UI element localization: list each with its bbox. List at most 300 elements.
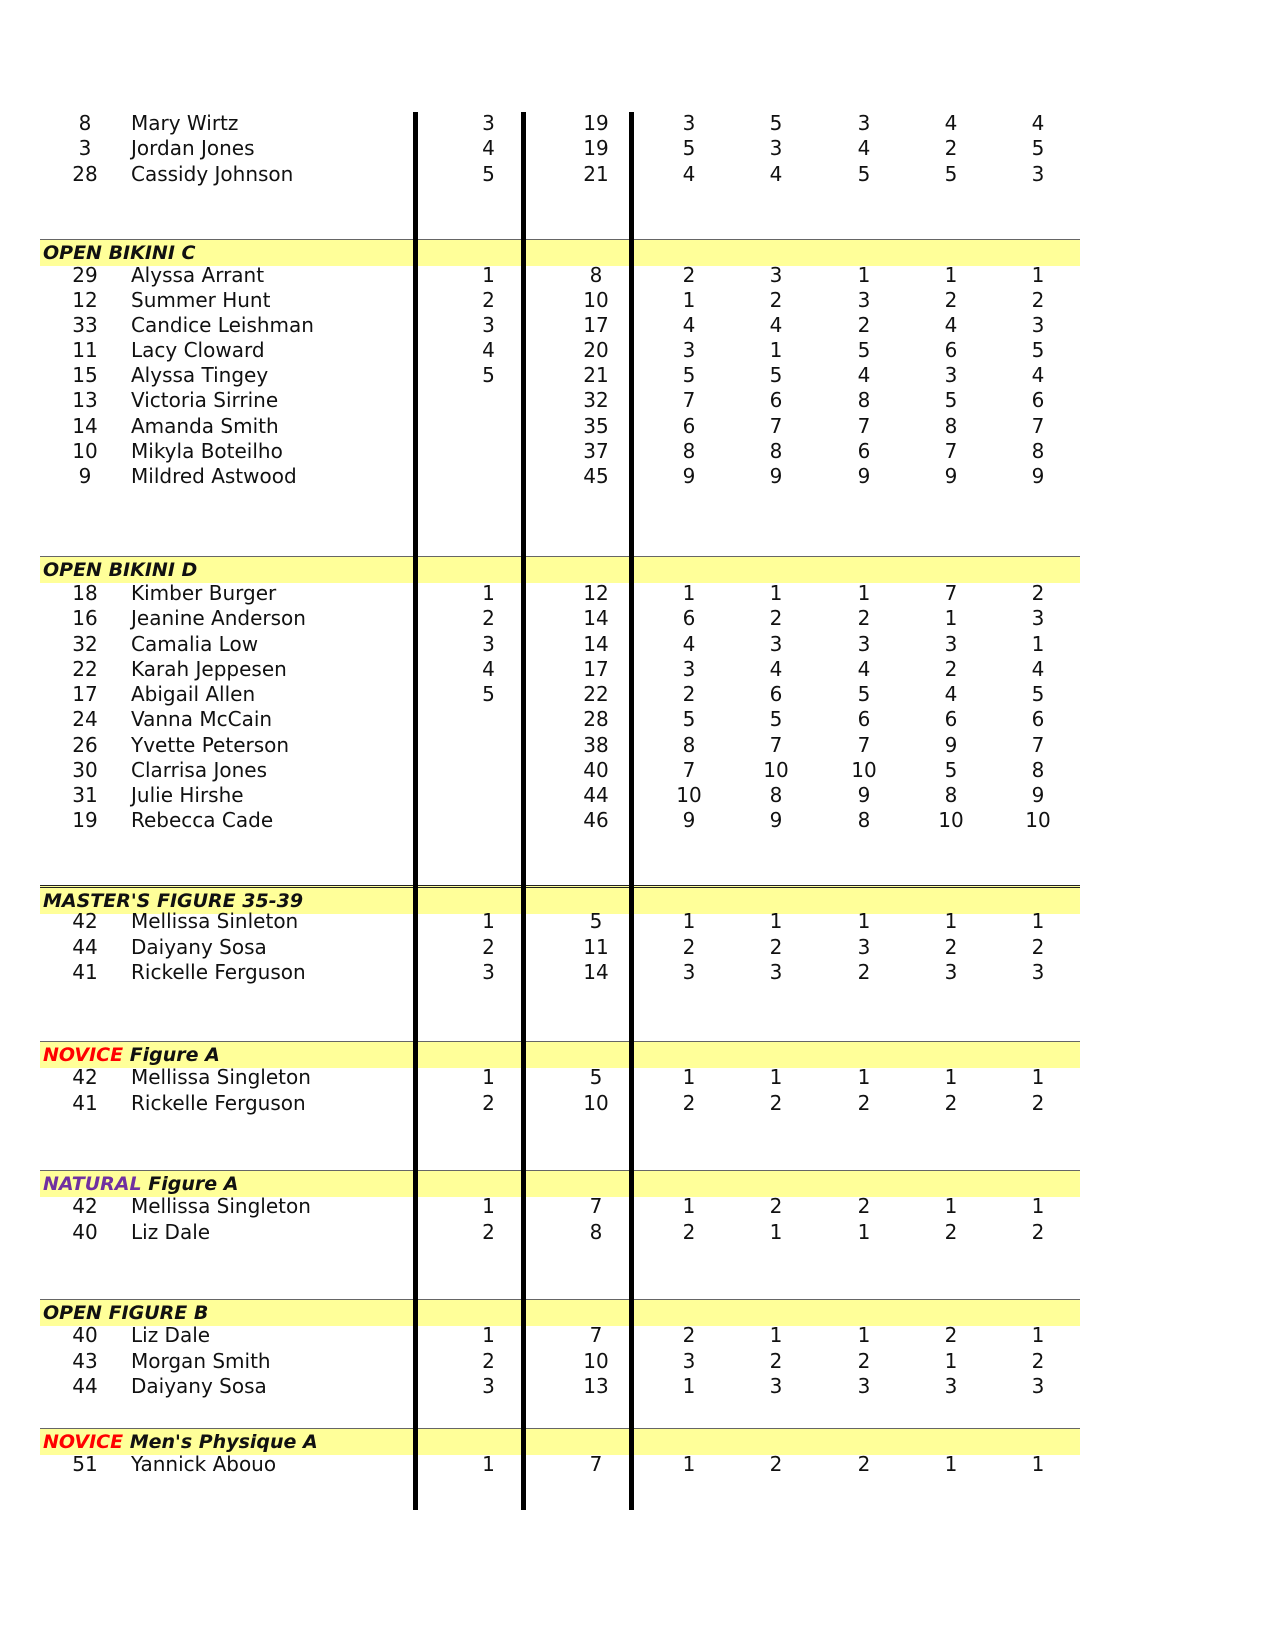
competitor-number: 18 <box>72 581 98 605</box>
judge-2-score: 5 <box>769 363 783 387</box>
judge-2-score: 9 <box>769 808 783 832</box>
judge-4-score: 5 <box>944 388 958 412</box>
table-row <box>40 262 1080 288</box>
judge-5-score: 2 <box>1031 1349 1045 1373</box>
judge-1-score: 7 <box>682 388 696 412</box>
placing: 1 <box>482 1194 495 1218</box>
judge-5-score: 10 <box>1025 808 1051 832</box>
competitor-number: 8 <box>78 111 92 135</box>
competitor-number: 43 <box>72 1349 98 1373</box>
judge-2-score: 1 <box>769 581 783 605</box>
judge-3-score: 9 <box>857 783 871 807</box>
judge-5-score: 6 <box>1031 707 1045 731</box>
judge-2-score: 1 <box>769 909 783 933</box>
judge-5-score: 5 <box>1031 338 1045 362</box>
competitor-name: Jeanine Anderson <box>131 606 306 630</box>
section-title-prefix: NOVICE <box>43 1044 124 1066</box>
competitor-name: Alyssa Tingey <box>131 363 269 387</box>
judge-4-score: 1 <box>944 1065 958 1089</box>
judge-5-score: 8 <box>1031 758 1045 782</box>
table-row <box>40 959 1080 985</box>
competitor-name: Camalia Low <box>131 632 259 656</box>
table-row <box>40 463 1080 489</box>
total-score: 32 <box>583 388 609 412</box>
judge-4-score: 2 <box>944 288 958 312</box>
judge-4-score: 3 <box>944 632 958 656</box>
judge-3-score: 5 <box>857 682 871 706</box>
judge-4-score: 3 <box>944 1374 958 1398</box>
total-score: 14 <box>583 606 609 630</box>
judge-3-score: 8 <box>857 808 871 832</box>
section-title-prefix: NATURAL <box>43 1173 142 1195</box>
judge-1-score: 3 <box>682 657 696 681</box>
competitor-number: 17 <box>72 682 98 706</box>
section-title-text: OPEN FIGURE B <box>43 1302 209 1324</box>
total-score: 40 <box>583 758 609 782</box>
judge-3-score: 3 <box>857 1374 871 1398</box>
judge-5-score: 6 <box>1031 388 1045 412</box>
judge-3-score: 4 <box>857 657 871 681</box>
judge-2-score: 2 <box>769 1349 783 1373</box>
competitor-name: Kimber Burger <box>131 581 277 605</box>
competitor-number: 44 <box>72 935 98 959</box>
competitor-name: Candice Leishman <box>131 313 314 337</box>
table-row <box>40 934 1080 960</box>
judge-3-score: 7 <box>857 414 871 438</box>
total-score: 5 <box>589 1065 603 1089</box>
judge-3-score: 2 <box>857 606 871 630</box>
judge-3-score: 10 <box>851 758 877 782</box>
competitor-name: Cassidy Johnson <box>131 162 294 186</box>
judge-4-score: 10 <box>938 808 964 832</box>
judge-2-score: 4 <box>769 162 783 186</box>
total-score: 21 <box>583 162 609 186</box>
placing: 4 <box>482 136 495 160</box>
judge-1-score: 6 <box>682 414 696 438</box>
column-divider <box>413 112 418 1510</box>
judge-1-score: 1 <box>682 1065 696 1089</box>
judge-1-score: 10 <box>676 783 702 807</box>
table-row <box>40 387 1080 413</box>
total-score: 10 <box>583 288 609 312</box>
placing: 5 <box>482 162 495 186</box>
competitor-name: Mikyla Boteilho <box>131 439 283 463</box>
judge-3-score: 2 <box>857 313 871 337</box>
judge-2-score: 5 <box>769 111 783 135</box>
placing: 2 <box>482 606 495 630</box>
judge-4-score: 7 <box>944 581 958 605</box>
total-score: 7 <box>589 1194 603 1218</box>
judge-4-score: 9 <box>944 733 958 757</box>
judge-1-score: 1 <box>682 288 696 312</box>
judge-3-score: 1 <box>857 909 871 933</box>
judge-1-score: 2 <box>682 1323 696 1347</box>
column-divider <box>521 112 526 1510</box>
competitor-number: 41 <box>72 1091 98 1115</box>
placing: 4 <box>482 338 495 362</box>
competitor-name: Morgan Smith <box>131 1349 271 1373</box>
judge-3-score: 2 <box>857 1091 871 1115</box>
judge-1-score: 1 <box>682 581 696 605</box>
table-row <box>40 362 1080 388</box>
total-score: 11 <box>583 935 609 959</box>
placing: 1 <box>482 909 495 933</box>
competitor-number: 24 <box>72 707 98 731</box>
competitor-name: Clarrisa Jones <box>131 758 267 782</box>
competitor-number: 3 <box>78 136 92 160</box>
competitor-number: 33 <box>72 313 98 337</box>
competitor-number: 10 <box>72 439 98 463</box>
placing: 2 <box>482 935 495 959</box>
competitor-number: 41 <box>72 960 98 984</box>
table-row <box>40 312 1080 338</box>
judge-4-score: 4 <box>944 111 958 135</box>
judge-2-score: 6 <box>769 388 783 412</box>
total-score: 8 <box>589 263 603 287</box>
total-score: 7 <box>589 1452 603 1476</box>
total-score: 35 <box>583 414 609 438</box>
total-score: 19 <box>583 111 609 135</box>
judge-4-score: 1 <box>944 1452 958 1476</box>
table-row <box>40 782 1080 808</box>
judge-5-score: 1 <box>1031 632 1045 656</box>
judge-2-score: 3 <box>769 136 783 160</box>
judge-1-score: 4 <box>682 632 696 656</box>
table-row <box>40 706 1080 732</box>
judge-5-score: 4 <box>1031 657 1045 681</box>
judge-4-score: 8 <box>944 414 958 438</box>
judge-2-score: 9 <box>769 464 783 488</box>
judge-5-score: 7 <box>1031 414 1045 438</box>
judge-4-score: 9 <box>944 464 958 488</box>
competitor-number: 42 <box>72 1194 98 1218</box>
judge-4-score: 4 <box>944 682 958 706</box>
competitor-name: Mary Wirtz <box>131 111 239 135</box>
judge-2-score: 4 <box>769 657 783 681</box>
judge-5-score: 1 <box>1031 1065 1045 1089</box>
judge-3-score: 5 <box>857 162 871 186</box>
competitor-number: 19 <box>72 808 98 832</box>
competitor-number: 14 <box>72 414 98 438</box>
placing: 1 <box>482 1452 495 1476</box>
total-score: 8 <box>589 1220 603 1244</box>
judge-3-score: 2 <box>857 1452 871 1476</box>
total-score: 19 <box>583 136 609 160</box>
competitor-number: 11 <box>72 338 98 362</box>
total-score: 17 <box>583 657 609 681</box>
judge-2-score: 2 <box>769 1091 783 1115</box>
judge-2-score: 2 <box>769 288 783 312</box>
judge-2-score: 3 <box>769 960 783 984</box>
judge-1-score: 3 <box>682 111 696 135</box>
section-title-text: OPEN BIKINI D <box>43 559 198 581</box>
competitor-name: Vanna McCain <box>131 707 273 731</box>
competitor-number: 28 <box>72 162 98 186</box>
section-title-text: Men's Physique A <box>123 1431 318 1453</box>
judge-2-score: 7 <box>769 733 783 757</box>
competitor-name: Mellissa Sinleton <box>131 909 299 933</box>
judge-1-score: 1 <box>682 1374 696 1398</box>
judge-4-score: 5 <box>944 758 958 782</box>
judge-1-score: 8 <box>682 733 696 757</box>
judge-1-score: 3 <box>682 1349 696 1373</box>
judge-5-score: 1 <box>1031 1452 1045 1476</box>
competitor-number: 26 <box>72 733 98 757</box>
judge-5-score: 2 <box>1031 581 1045 605</box>
table-row <box>40 807 1080 833</box>
table-row <box>40 1219 1080 1245</box>
judge-3-score: 2 <box>857 960 871 984</box>
section-title-text: Figure A <box>141 1173 239 1195</box>
total-score: 44 <box>583 783 609 807</box>
judge-1-score: 3 <box>682 338 696 362</box>
judge-1-score: 5 <box>682 707 696 731</box>
section-title-text: OPEN BIKINI C <box>43 242 196 264</box>
judge-4-score: 3 <box>944 960 958 984</box>
table-row <box>40 1193 1080 1219</box>
competitor-name: Daiyany Sosa <box>131 1374 267 1398</box>
competitor-number: 30 <box>72 758 98 782</box>
judge-5-score: 1 <box>1031 1194 1045 1218</box>
placing: 2 <box>482 1349 495 1373</box>
competitor-number: 15 <box>72 363 98 387</box>
judge-3-score: 6 <box>857 707 871 731</box>
judge-4-score: 1 <box>944 263 958 287</box>
competitor-number: 40 <box>72 1220 98 1244</box>
judge-5-score: 5 <box>1031 136 1045 160</box>
placing: 5 <box>482 363 495 387</box>
table-row <box>40 605 1080 631</box>
table-row <box>40 631 1080 657</box>
judge-4-score: 2 <box>944 136 958 160</box>
judge-5-score: 1 <box>1031 263 1045 287</box>
total-score: 5 <box>589 909 603 933</box>
placing: 2 <box>482 1220 495 1244</box>
judge-1-score: 1 <box>682 1194 696 1218</box>
judge-2-score: 7 <box>769 414 783 438</box>
competitor-name: Rickelle Ferguson <box>131 960 306 984</box>
judge-5-score: 3 <box>1031 1374 1045 1398</box>
competitor-number: 44 <box>72 1374 98 1398</box>
judge-1-score: 2 <box>682 935 696 959</box>
table-row <box>40 580 1080 606</box>
judge-4-score: 6 <box>944 338 958 362</box>
total-score: 45 <box>583 464 609 488</box>
competitor-name: Liz Dale <box>131 1323 211 1347</box>
total-score: 7 <box>589 1323 603 1347</box>
judge-4-score: 1 <box>944 909 958 933</box>
judge-3-score: 4 <box>857 363 871 387</box>
judge-5-score: 7 <box>1031 733 1045 757</box>
competitor-number: 31 <box>72 783 98 807</box>
placing: 1 <box>482 581 495 605</box>
placing: 4 <box>482 657 495 681</box>
table-row <box>40 908 1080 934</box>
placing: 1 <box>482 1065 495 1089</box>
judge-3-score: 1 <box>857 1220 871 1244</box>
competitor-number: 42 <box>72 1065 98 1089</box>
judge-3-score: 3 <box>857 632 871 656</box>
judge-2-score: 1 <box>769 1323 783 1347</box>
total-score: 22 <box>583 682 609 706</box>
total-score: 14 <box>583 632 609 656</box>
judge-3-score: 6 <box>857 439 871 463</box>
competitor-name: Mellissa Singleton <box>131 1065 311 1089</box>
judge-1-score: 1 <box>682 1452 696 1476</box>
judge-1-score: 4 <box>682 162 696 186</box>
judge-3-score: 4 <box>857 136 871 160</box>
table-row <box>40 287 1080 313</box>
judge-4-score: 8 <box>944 783 958 807</box>
judge-2-score: 5 <box>769 707 783 731</box>
judge-2-score: 4 <box>769 313 783 337</box>
total-score: 28 <box>583 707 609 731</box>
table-row <box>40 757 1080 783</box>
section-title-prefix: NOVICE <box>43 1431 124 1453</box>
total-score: 21 <box>583 363 609 387</box>
placing: 3 <box>482 313 495 337</box>
judge-4-score: 2 <box>944 1091 958 1115</box>
competitor-number: 32 <box>72 632 98 656</box>
competitor-number: 9 <box>78 464 92 488</box>
competitor-number: 12 <box>72 288 98 312</box>
table-row <box>40 135 1080 161</box>
placing: 3 <box>482 960 495 984</box>
judge-5-score: 2 <box>1031 288 1045 312</box>
placing: 3 <box>482 1374 495 1398</box>
judge-2-score: 1 <box>769 338 783 362</box>
judge-4-score: 2 <box>944 1220 958 1244</box>
judge-3-score: 1 <box>857 1065 871 1089</box>
competitor-name: Rickelle Ferguson <box>131 1091 306 1115</box>
judge-2-score: 2 <box>769 606 783 630</box>
judge-1-score: 5 <box>682 363 696 387</box>
judge-1-score: 8 <box>682 439 696 463</box>
placing: 2 <box>482 288 495 312</box>
placing: 1 <box>482 1323 495 1347</box>
section-header <box>40 556 1080 583</box>
competitor-name: Daiyany Sosa <box>131 935 267 959</box>
competitor-name: Rebecca Cade <box>131 808 274 832</box>
judge-5-score: 2 <box>1031 1091 1045 1115</box>
competitor-name: Victoria Sirrine <box>131 388 279 412</box>
placing: 2 <box>482 1091 495 1115</box>
table-row <box>40 681 1080 707</box>
competitor-name: Julie Hirshe <box>131 783 244 807</box>
competitor-name: Summer Hunt <box>131 288 271 312</box>
judge-1-score: 6 <box>682 606 696 630</box>
competitor-name: Yvette Peterson <box>131 733 290 757</box>
table-row <box>40 1373 1080 1399</box>
table-row <box>40 1064 1080 1090</box>
judge-2-score: 6 <box>769 682 783 706</box>
competitor-number: 16 <box>72 606 98 630</box>
competitor-name: Mildred Astwood <box>131 464 297 488</box>
section-title-text: MASTER'S FIGURE 35-39 <box>43 890 304 912</box>
judge-3-score: 2 <box>857 1194 871 1218</box>
competitor-name: Amanda Smith <box>131 414 279 438</box>
competitor-number: 51 <box>72 1452 98 1476</box>
competitor-name: Abigail Allen <box>131 682 256 706</box>
judge-2-score: 8 <box>769 783 783 807</box>
placing: 5 <box>482 682 495 706</box>
placing: 3 <box>482 111 495 135</box>
total-score: 10 <box>583 1091 609 1115</box>
judge-2-score: 2 <box>769 935 783 959</box>
judge-5-score: 9 <box>1031 783 1045 807</box>
judge-3-score: 1 <box>857 1323 871 1347</box>
judge-2-score: 1 <box>769 1065 783 1089</box>
judge-5-score: 9 <box>1031 464 1045 488</box>
judge-4-score: 7 <box>944 439 958 463</box>
judge-1-score: 3 <box>682 960 696 984</box>
column-divider <box>629 112 634 1510</box>
judge-2-score: 2 <box>769 1452 783 1476</box>
total-score: 12 <box>583 581 609 605</box>
judge-2-score: 3 <box>769 632 783 656</box>
judge-4-score: 1 <box>944 1194 958 1218</box>
judge-5-score: 3 <box>1031 162 1045 186</box>
judge-4-score: 2 <box>944 935 958 959</box>
judge-3-score: 2 <box>857 1349 871 1373</box>
total-score: 20 <box>583 338 609 362</box>
competitor-name: Karah Jeppesen <box>131 657 287 681</box>
judge-1-score: 7 <box>682 758 696 782</box>
judge-1-score: 5 <box>682 136 696 160</box>
judge-5-score: 4 <box>1031 111 1045 135</box>
judge-3-score: 1 <box>857 263 871 287</box>
table-row <box>40 161 1080 187</box>
total-score: 38 <box>583 733 609 757</box>
table-row <box>40 1348 1080 1374</box>
judge-5-score: 3 <box>1031 313 1045 337</box>
judge-5-score: 2 <box>1031 935 1045 959</box>
judge-1-score: 4 <box>682 313 696 337</box>
judge-5-score: 1 <box>1031 1323 1045 1347</box>
total-score: 17 <box>583 313 609 337</box>
table-row <box>40 1090 1080 1116</box>
table-row <box>40 337 1080 363</box>
judge-4-score: 2 <box>944 657 958 681</box>
judge-2-score: 8 <box>769 439 783 463</box>
judge-3-score: 8 <box>857 388 871 412</box>
judge-2-score: 10 <box>763 758 789 782</box>
judge-1-score: 2 <box>682 1091 696 1115</box>
judge-3-score: 3 <box>857 288 871 312</box>
judge-1-score: 9 <box>682 464 696 488</box>
judge-4-score: 1 <box>944 606 958 630</box>
total-score: 10 <box>583 1349 609 1373</box>
table-row <box>40 656 1080 682</box>
competitor-name: Alyssa Arrant <box>131 263 265 287</box>
judge-4-score: 6 <box>944 707 958 731</box>
judge-5-score: 8 <box>1031 439 1045 463</box>
judge-5-score: 1 <box>1031 909 1045 933</box>
judge-2-score: 2 <box>769 1194 783 1218</box>
table-row <box>40 110 1080 136</box>
competitor-number: 40 <box>72 1323 98 1347</box>
judge-3-score: 3 <box>857 935 871 959</box>
judge-2-score: 3 <box>769 1374 783 1398</box>
table-row <box>40 413 1080 439</box>
judge-3-score: 7 <box>857 733 871 757</box>
judge-5-score: 2 <box>1031 1220 1045 1244</box>
competitor-number: 22 <box>72 657 98 681</box>
judge-4-score: 3 <box>944 363 958 387</box>
judge-3-score: 5 <box>857 338 871 362</box>
judge-3-score: 1 <box>857 581 871 605</box>
table-row <box>40 1322 1080 1348</box>
